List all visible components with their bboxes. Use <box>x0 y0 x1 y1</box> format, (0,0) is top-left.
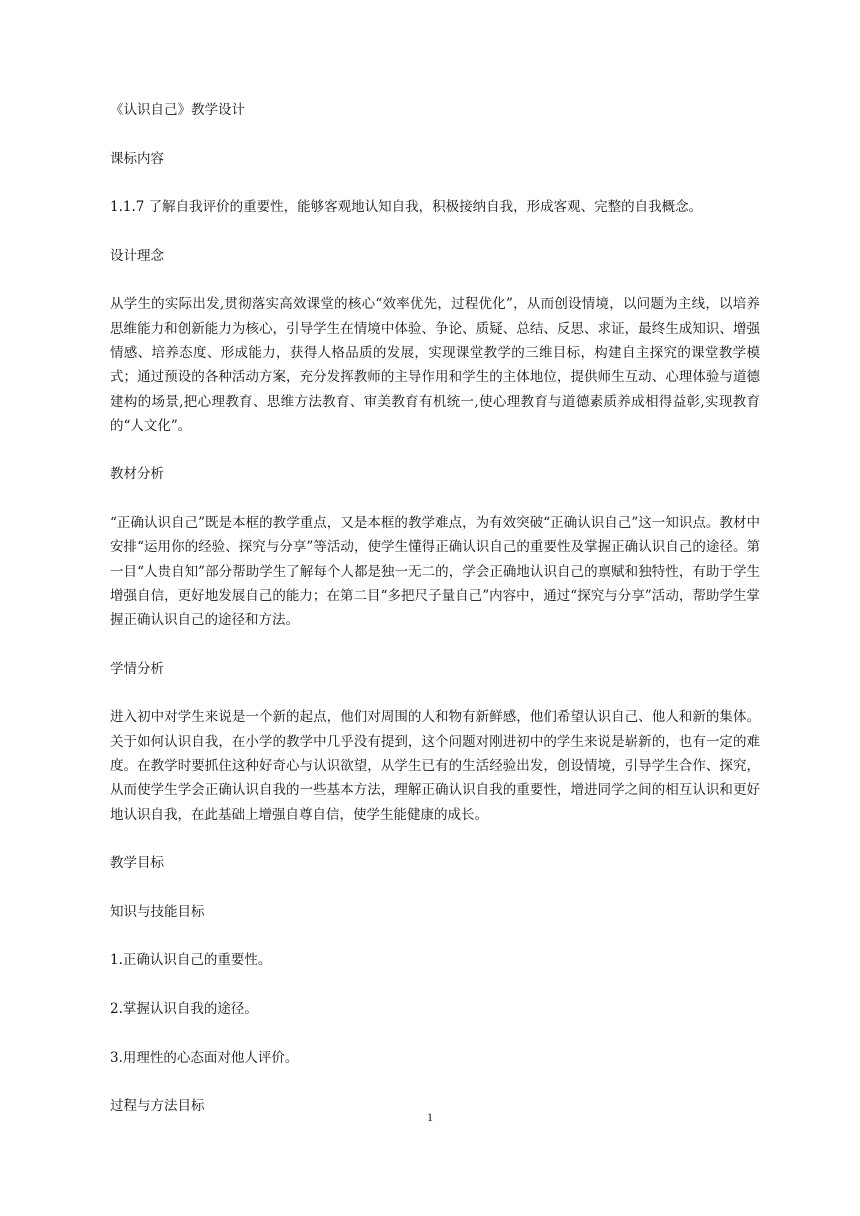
list-item: 1.正确认识自己的重要性。 <box>110 952 272 969</box>
section-heading: 课标内容 <box>110 150 164 167</box>
section-paragraph: 进入初中对学生来说是一个新的起点，他们对周围的人和物有新鲜感，他们希望认识自己、他人和新的集体。关于如何认识自我，在小学的教学中几乎没有提到，这个问题对刚进初中的学生来说是崭新的，也有一定的难度。在教学时要抓住这种好奇心与认识欲望，从学生已有的生活经验出发，创设情境，引导学生合作、探究，从而使学生学会正确认识自我的一些基本方法，理解正确认识自我的重要性，增进同学之间的相互认识和更好地认识自我，在此基础上增强自尊自信，使学生能健康的成长。 <box>110 709 760 823</box>
subsection-heading: 知识与技能目标 <box>110 903 205 920</box>
list-item: 2.掌握认识自我的途径。 <box>110 1000 258 1017</box>
page-number: 1 <box>427 1110 433 1124</box>
list-item: 3.用理性的心态面对他人评价。 <box>110 1049 299 1066</box>
section-heading: 设计理念 <box>110 247 164 264</box>
document-title: 《认识自己》教学设计 <box>110 102 245 118</box>
document-body <box>110 98 760 1118</box>
section-paragraph: 从学生的实际出发,贯彻落实高效课堂的核心“效率优先，过程优化”，从而创设情境，以问题为主线，以培养思维能力和创新能力为核心，引导学生在情境中体验、争论、质疑、总结、反思、求证，最终生成知识、增强情感、培养态度、形成能力，获得人格品质的发展，实现课堂教学的三维目标，构建自主探究的课堂教学模式；通过预设的各种活动方案，充分发挥教师的主导作用和学生的主体地位，提供师生互动、心理体验与道德建构的场景,把心理教育、思维方法教育、审美教育有机统一,使心理教育与道德素质养成相得益彰,实现教育的“人文化”。 <box>110 296 760 434</box>
section-heading: 教材分析 <box>110 466 164 483</box>
section-paragraph: “正确认识自己”既是本框的教学重点，又是本框的教学难点，为有效突破“正确认识自己”这一知识点。教材中安排“运用你的经验、探究与分享”等活动，使学生懂得正确认识自己的重要性及掌握正确认识自己的途径。第一目“人贵自知”部分帮助学生了解每个人都是独一无二的，学会正确地认识自己的禀赋和独特性，有助于学生增强自信，更好地发展自己的能力；在第二目“多把尺子量自己”内容中，通过“探究与分享”活动，帮助学生掌握正确认识自己的途径和方法。 <box>110 515 760 629</box>
section-paragraph: 1.1.7 了解自我评价的重要性，能够客观地认知自我，积极接纳自我，形成客观、完整的自我概念。 <box>110 199 703 216</box>
section-heading: 学情分析 <box>110 660 164 677</box>
subsection-heading: 过程与方法目标 <box>110 1098 205 1115</box>
section-heading: 教学目标 <box>110 855 164 872</box>
